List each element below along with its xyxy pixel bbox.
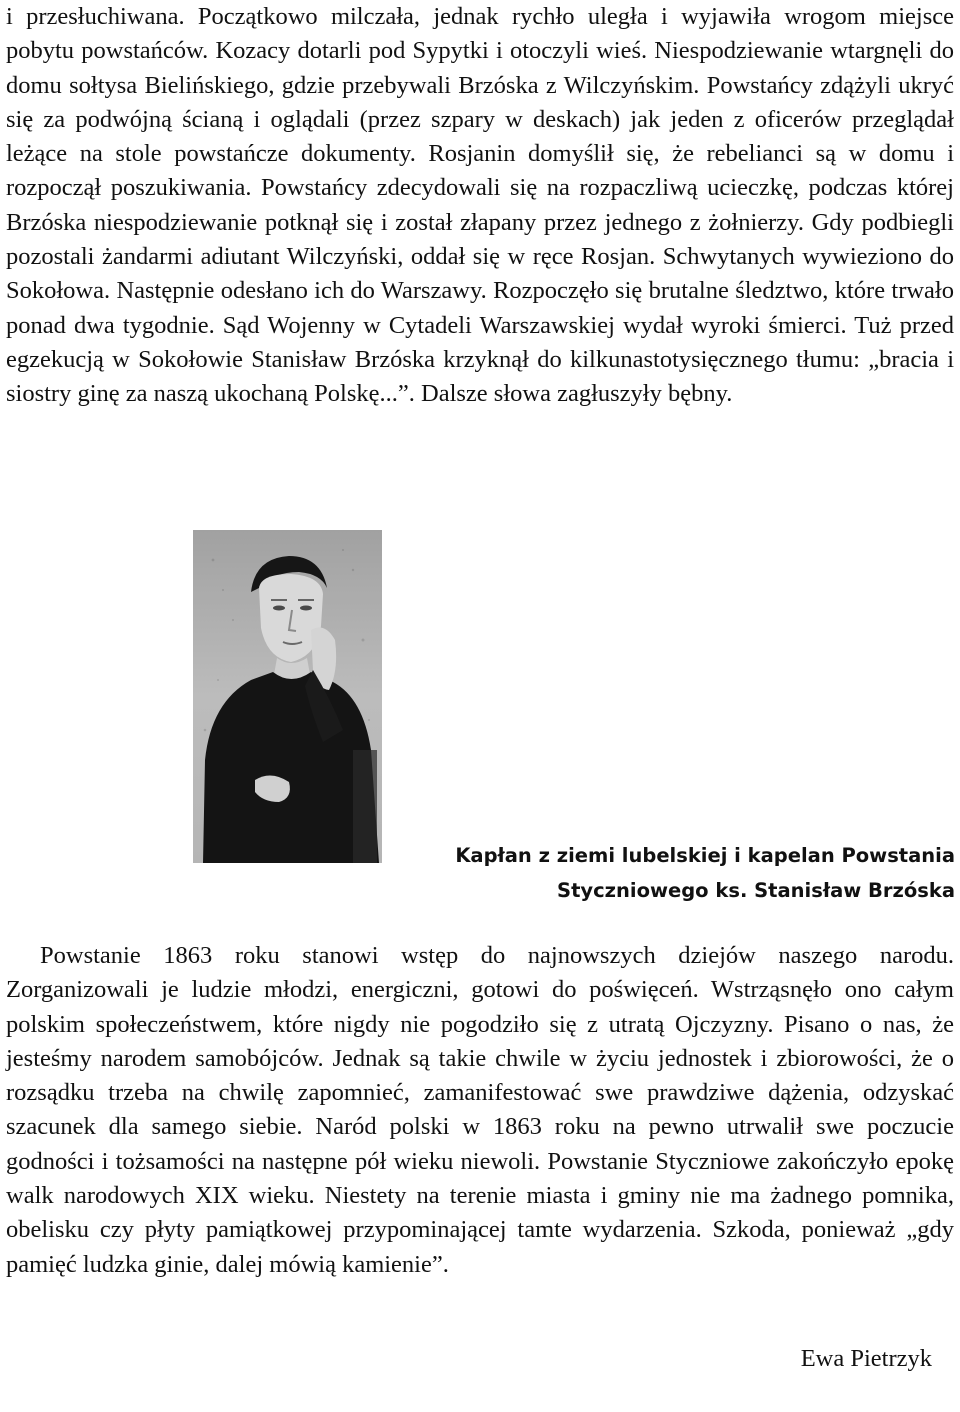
photo-caption-line1: Kapłan z ziemi lubelskiej i kapelan Powstania <box>455 844 955 867</box>
photo-caption-line2: Styczniowego ks. Stanisław Brzóska <box>557 879 955 902</box>
author-signature: Ewa Pietrzyk <box>800 1345 932 1372</box>
main-paragraph: Powstanie 1863 roku stanowi wstęp do najnowszych dziejów naszego narodu. Zorganizowali je ludzie młodzi, energiczni, gotowi do poświęceń. Wstrząsnęło ono całym polskim społeczeństwem, które nigdy nie pogodziło się z utratą Ojczyzny. Pisano o nas, że jesteśmy narodem samobójców. Jednak są takie chwile w życiu jednostek i zbiorowości, że o rozsądku trzeba na chwilę zapomnieć, zamanifestować swe prawdziwe dążenia, odzyskać szacunek dla samego siebie. Naród polski w 1863 roku na pewno utrwalił swe poczucie godności i tożsamości na następne pół wieku niewoli. Powstanie Styczniowe zakończyło epokę walk narodowych XIX wieku. Niestety na terenie miasta i gminy nie ma żadnego pomnika, obelisku czy płyty pamiątkowej przypominającej tamte wydarzenia. Szkoda, ponieważ „gdy pamięć ludzka ginie, dalej mówią kamienie”. <box>6 942 954 1278</box>
portrait-photo <box>193 530 382 863</box>
intro-paragraph: i przesłuchiwana. Początkowo milczała, jednak rychło uległa i wyjawiła wrogom miejsce pobytu powstańców. Kozacy dotarli pod Sypytki i otoczyli wieś. Niespodziewanie wtargnęli do domu sołtysa Bielińskiego, gdzie przebywali Brzóska z Wilczyńskim. Powstańcy zdążyli ukryć się za podwójną ścianą i oglądali (przez szpary w deskach) jak jeden z oficerów przeglądał leżące na stole powstańcze dokumenty. Rosjanin domyślił się, że rebelianci są w domu i rozpoczął poszukiwania. Powstańcy zdecydowali się na rozpaczliwą ucieczkę, podczas której Brzóska niespodziewanie potknął się i został złapany przez jednego z żołnierzy. Gdy podbiegli pozostali żandarmi adiutant Wilczyński, oddał się w ręce Rosjan. Schwytanych wywieziono do Sokołowa. Następnie odesłano ich do Warszawy. Rozpoczęło się brutalne śledztwo, które trwało ponad dwa tygodnie. Sąd Wojenny w Cytadeli Warszawskiej wydał wyroki śmierci. Tuż przed egzekucją w Sokołowie Stanisław Brzóska krzyknął do kilkunastotysięcznego tłumu: „bracia i siostry ginę za naszą ukochaną Polskę...”. Dalsze słowa zagłuszyły bębny. <box>6 3 954 408</box>
